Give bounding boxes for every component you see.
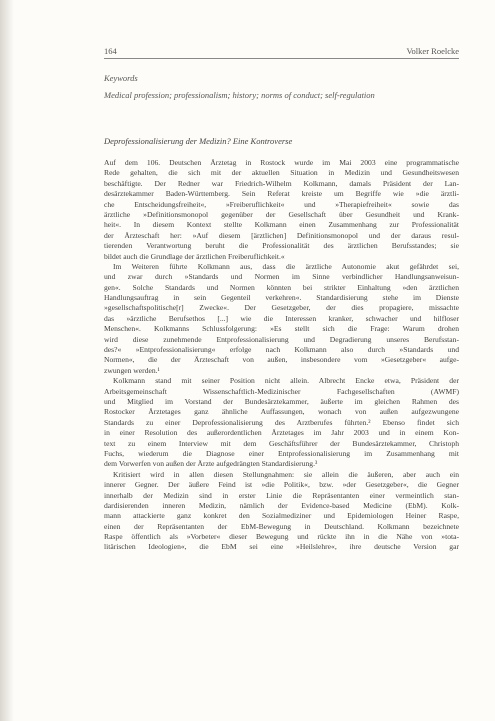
text-line: heit«. In diesem Kontext stellte Kolkmann einen Zusammenhang zur Professionalität bbox=[104, 220, 459, 230]
page-gutter-shadow bbox=[0, 0, 14, 721]
text-line: wird diese zunehmende Entprofessionalisierung und Degradierung unseres Berufsstan- bbox=[104, 334, 459, 344]
text-line: Normen«, die der Ärzteschaft von außen, insbesondere vom »Gesetzgeber« aufge- bbox=[104, 355, 459, 365]
text-line: Rostocker Ärztetages ganz ähnliche Auffassungen, wonach von außen aufgezwungene bbox=[104, 407, 459, 417]
text-line: Im Weiteren führte Kolkmann aus, dass die ärztliche Autonomie akut gefährdet sei, bbox=[113, 261, 459, 271]
text-line: beschäftigte. Der Redner war Friedrich-Wilhelm Kolkmann, damals Präsident der Lan- bbox=[104, 178, 459, 188]
running-header bbox=[104, 45, 459, 57]
text-line: Auf dem 106. Deutschen Ärztetag in Rostock wurde im Mai 2003 eine programmatische bbox=[104, 158, 459, 167]
text-line: innerhalb der Medizin sind in erster Linie die Repräsentanten einer vermeintlich stan- bbox=[104, 490, 459, 500]
text-line: mann attackierte ganz konkret den Sozialmediziner und Epidemiologen Heiner Raspe, bbox=[104, 511, 459, 521]
text-line: einen der Repräsentanten der EbM-Bewegung in Deutschland. Kolkmann bezeichnete bbox=[104, 521, 459, 531]
text-line: der Ärzteschaft her: »Auf diesem [ärztlichen] Definitionsmonopol und der daraus resul- bbox=[104, 230, 459, 240]
text-line: Raspe öffentlich als »Vorbeter« dieser Bewegung und rückte ihn in die Nähe von »tota- bbox=[104, 532, 459, 542]
keywords-text: Medical profession; professionalism; history; norms of conduct; self-regulation bbox=[104, 90, 375, 100]
running-author: Volker Roelcke bbox=[406, 46, 459, 56]
body-text bbox=[104, 158, 459, 553]
text-line: litärischen Ideologien«, die EbM sei eine »Heilslehre«, ihre deutsche Version gar bbox=[104, 542, 459, 552]
text-line: innerer Gegner. Der äußere Feind ist »die Politik«, bzw. »der Gesetzgeber«, die Gegner bbox=[104, 480, 459, 490]
page-number: 164 bbox=[104, 46, 117, 56]
text-line: gen«. Solche Standards und Normen könnten bei strikter Einhaltung »den ärztlichen bbox=[104, 282, 459, 292]
text-line: text zu einem Interview mit dem Geschäftsführer der Bundesärztekammer, Christoph bbox=[104, 438, 459, 448]
text-line: »gesellschaftspolitische[r] Zwecke«. Der Gesetzgeber, der dies propagiere, missachte bbox=[104, 303, 459, 313]
keywords-heading: Keywords bbox=[104, 73, 138, 83]
text-line: dardisierenden inneren Medizin, nämlich der Evidence-based Medicine (EbM). Kolk- bbox=[104, 500, 459, 510]
text-line: Rede gehalten, die sich mit der aktuellen Situation in Medizin und Gesundheitswesen bbox=[104, 168, 459, 178]
text-line: desärztekammer Baden-Württemberg. Sein Referat kreiste um Begriffe wie »die ärztli- bbox=[104, 189, 459, 199]
text-line: zwungen werden.¹ bbox=[104, 365, 160, 375]
section-title: Deprofessionalisierung der Medizin? Eine Kontroverse bbox=[104, 136, 293, 146]
text-line: che Entscheidungsfreiheit«, »Freiberuflichkeit« und »Therapiefreiheit« sowie das bbox=[104, 199, 459, 209]
text-line: Kolkmann stand mit seiner Position nicht allein. Albrecht Encke etwa, Präsident der bbox=[113, 376, 459, 386]
text-line: in einer Resolution des außerordentlichen Ärztetages im Jahr 2003 und in einem Kon- bbox=[104, 428, 459, 438]
text-line: Fuchs, wiederum die Diagnose einer Entprofessionalisierung im Zusammenhang mit bbox=[104, 448, 459, 458]
text-line: das »ärztliche Berufsethos [...] wie die Interessen kranker, schwacher und hilfloser bbox=[104, 313, 459, 323]
text-line: und Mitglied im Vorstand der Bundesärztekammer, äußerte im gleichen Rahmen des bbox=[104, 396, 459, 406]
text-line: tierenden Verantwortung beruht die Professionalität des ärztlichen Berufsstandes; sie bbox=[104, 241, 459, 251]
text-line: bildet auch die Grundlage der ärztlichen Freiberuflichkeit.« bbox=[104, 251, 285, 261]
text-line: dem Vorwerfen von außen der Ärzte aufgedrängten Standardisierung.³ bbox=[104, 459, 318, 469]
text-line: Arbeitsgemeinschaft Wissenschaftlich-Medizinischer Fachgesellschaften (AWMF) bbox=[104, 386, 459, 396]
text-line: Kritisiert wird in allen diesen Stellungnahmen: sie allein die äußeren, aber auch ein bbox=[113, 469, 459, 479]
text-line: Handlungsauftrag in sein Gegenteil verkehren«. Standardisierung stehe im Dienste bbox=[104, 293, 459, 303]
header-rule bbox=[104, 58, 459, 59]
text-line: des?« »Entprofessionalisierung« erfolge nach Kolkmann also durch »Standards und bbox=[104, 345, 459, 355]
text-line: ärztliche »Definitionsmonopol gegenüber der Gesellschaft über Gesundheit und Krank- bbox=[104, 209, 459, 219]
text-line: und zwar durch »Standards und Normen im Sinne verbindlicher Handlungsanweisun- bbox=[104, 272, 459, 282]
text-line: Standards zu einer Deprofessionalisierung des Arztberufes führten.² Ebenso findet sich bbox=[104, 417, 459, 427]
text-line: Menschen«. Kolkmanns Schlussfolgerung: »Es stellt sich die Frage: Warum drohen bbox=[104, 324, 459, 334]
